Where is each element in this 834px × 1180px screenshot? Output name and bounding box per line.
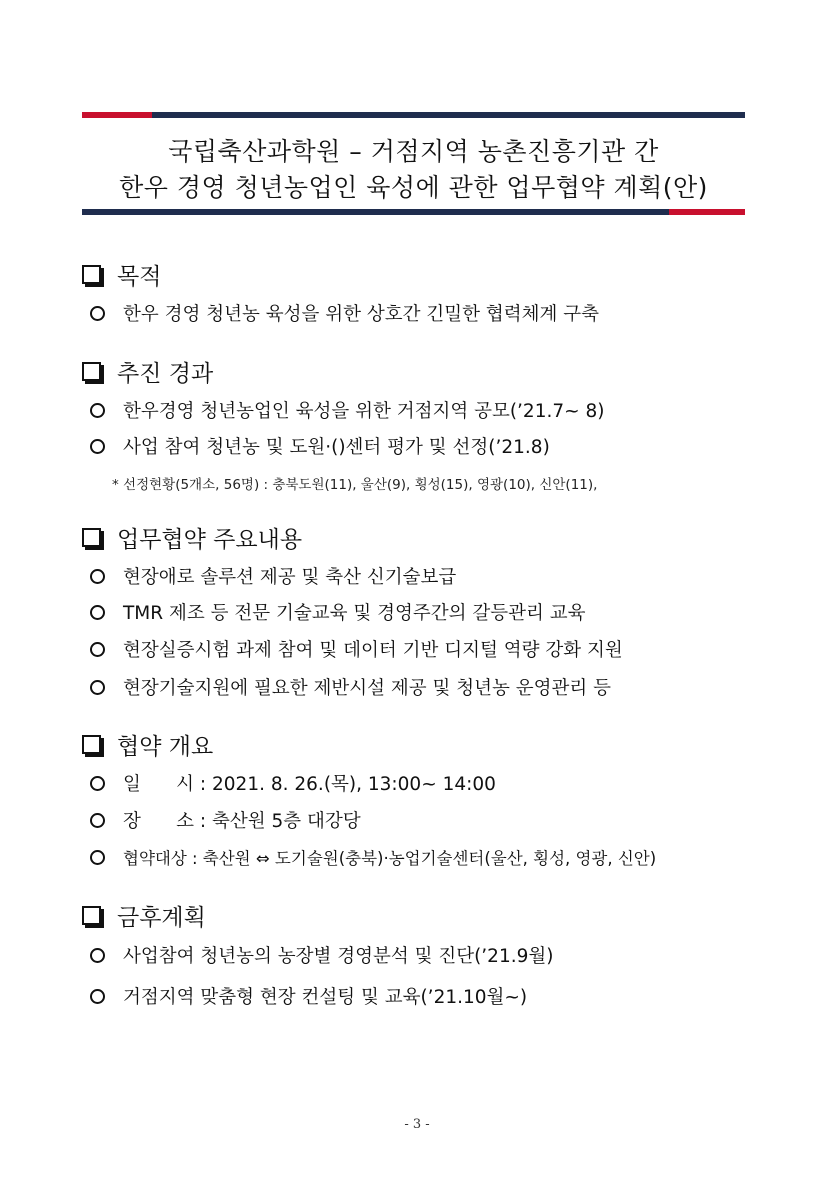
rule-red-segment	[669, 209, 745, 215]
circle-bullet-icon	[90, 439, 105, 454]
circle-bullet-icon	[90, 642, 105, 657]
list-item-text: 거점지역 맞춤형 현장 컨설팅 및 교육(’21.10월~)	[123, 987, 528, 1008]
section-heading-future-plan	[80, 899, 206, 932]
list-item	[90, 983, 527, 1009]
section-heading-text: 목적	[117, 264, 162, 290]
list-item-text: TMR 제조 등 전문 기술교육 및 경영주간의 갈등관리 교육	[123, 603, 586, 624]
list-item-text: 협약대상 : 축산원 ⇔ 도기술원(충북)·농업기술센터(울산, 횡성, 영광, 신안)	[123, 849, 657, 868]
list-item-text: 장 소 : 축산원 5층 대강당	[123, 811, 361, 832]
list-item	[90, 845, 656, 869]
list-item-text: 사업참여 청년농의 농장별 경영분석 및 진단(’21.9월)	[123, 946, 554, 967]
circle-bullet-icon	[90, 776, 105, 791]
circle-bullet-icon	[90, 605, 105, 620]
section-heading-progress	[80, 355, 213, 388]
list-item	[90, 674, 611, 700]
list-item	[90, 636, 623, 662]
title-line-1: 국립축산과학원 – 거점지역 농촌진흥기관 간	[168, 137, 659, 166]
square-bullet-icon	[82, 735, 101, 754]
square-bullet-icon	[82, 265, 101, 284]
title-bottom-rule	[82, 209, 745, 215]
section-heading-text: 금후계획	[117, 905, 206, 931]
square-bullet-icon	[82, 906, 101, 925]
circle-bullet-icon	[90, 989, 105, 1004]
circle-bullet-icon	[90, 850, 105, 865]
section-heading-text: 추진 경과	[117, 361, 214, 387]
list-item-text: 일 시 : 2021. 8. 26.(목), 13:00~ 14:00	[123, 774, 496, 795]
list-item-text: 한우 경영 청년농 육성을 위한 상호간 긴밀한 협력체계 구축	[123, 304, 599, 325]
circle-bullet-icon	[90, 948, 105, 963]
selection-note: * 선정현황(5개소, 56명) : 충북도원(11), 울산(9), 횡성(15), 영광(10), 신안(11),	[112, 477, 598, 493]
list-item	[90, 433, 550, 459]
circle-bullet-icon	[90, 306, 105, 321]
list-item	[90, 942, 553, 968]
section-heading-overview	[80, 728, 213, 761]
circle-bullet-icon	[90, 569, 105, 584]
list-item-text: 현장실증시험 과제 참여 및 데이터 기반 디지털 역량 강화 지원	[123, 640, 623, 661]
list-item	[90, 599, 585, 625]
list-item	[90, 397, 604, 423]
list-item	[90, 563, 456, 589]
square-bullet-icon	[82, 528, 101, 547]
list-item-text: 현장기술지원에 필요한 제반시설 제공 및 청년농 운영관리 등	[123, 678, 611, 699]
section-heading-purpose	[80, 258, 161, 291]
rule-navy-segment	[152, 112, 745, 118]
page-number: - 3 -	[404, 1117, 430, 1132]
title-top-rule	[82, 112, 745, 118]
circle-bullet-icon	[90, 403, 105, 418]
section-heading-agreement-contents	[80, 521, 302, 554]
circle-bullet-icon	[90, 813, 105, 828]
title-line-2: 한우 경영 청년농업인 육성에 관한 업무협약 계획(안)	[119, 173, 708, 202]
circle-bullet-icon	[90, 680, 105, 695]
list-item	[90, 807, 361, 833]
square-bullet-icon	[82, 362, 101, 381]
section-heading-text: 업무협약 주요내용	[117, 527, 303, 553]
list-item	[90, 770, 496, 796]
list-item	[90, 300, 599, 326]
rule-red-segment	[82, 112, 152, 118]
list-item-text: 사업 참여 청년농 및 도원·()센터 평가 및 선정(’21.8)	[123, 437, 550, 458]
list-item-text: 현장애로 솔루션 제공 및 축산 신기술보급	[123, 567, 457, 588]
section-heading-text: 협약 개요	[117, 734, 214, 760]
list-item-text: 한우경영 청년농업인 육성을 위한 거점지역 공모(’21.7~ 8)	[123, 401, 605, 422]
rule-navy-segment	[82, 209, 669, 215]
